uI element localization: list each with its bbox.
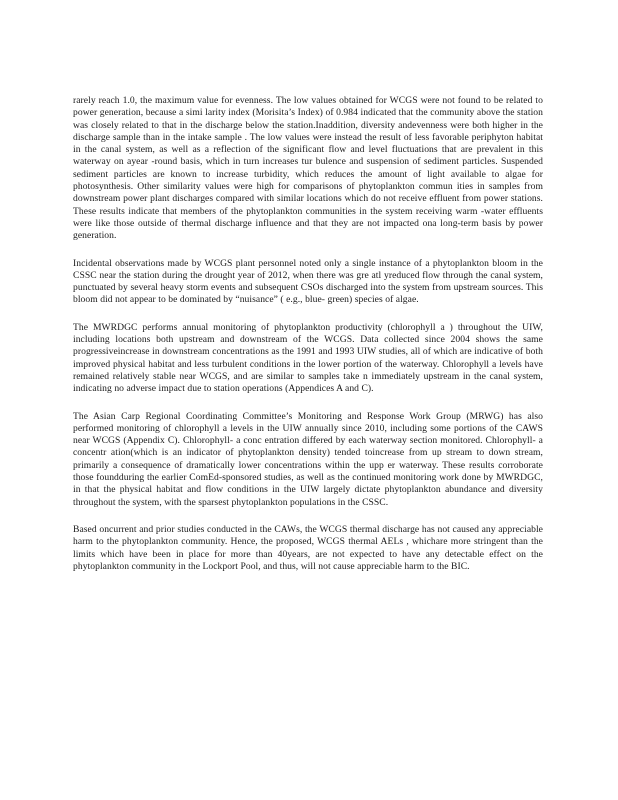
paragraph-conclusion: Based oncurrent and prior studies conducted in the CAWs, the WCGS thermal discharge has not caused any appreciable harm to the phytoplankton community. Hence, the proposed, WCGS thermal AELs , whichare more stringent than the limits which have been in place for more than 40years, are not expected to have any detectable effect on the phytoplankton community in the Lockport Pool, and thus, will not cause appreciable harm to the BIC. [73,523,543,572]
paragraph-incidental-observations: Incidental observations made by WCGS plant personnel noted only a single instance of a phytoplankton bloom in the CSSC near the station during the drought year of 2012, when there was gre atl yreduced flow through the canal system, punctuated by several heavy storm events and subsequent CSOs discharged into the system from upstream sources. This bloom did not appear to be dominated by “nuisance” ( e.g., blue- green) species of algae. [73,257,543,306]
paragraph-asian-carp-committee: The Asian Carp Regional Coordinating Committee’s Monitoring and Response Work Group (MRWG) has also performed monitoring of chlorophyll a levels in the UIW annually since 2010, including some portions of the CAWS near WCGS (Appendix C). Chlorophyll- a conc entration differed by each waterway section monitored. Chlorophyll- a concentr ation(which is an indicator of phytoplankton density) tended toincrease from up stream to down stream, primarily a consequence of dramatically lower concentrations within the upp er waterway. These results corroborate those foundduring the earlier ComEd-sponsored studies, as well as the continued monitoring work done by MWRDGC, in that the physical habitat and flow conditions in the UIW largely dictate phytoplankton abundance and diversity throughout the system, with the sparsest phytoplankton populations in the CSSC. [73,410,543,508]
paragraph-evenness-similarity: rarely reach 1.0, the maximum value for evenness. The low values obtained for WCGS were not found to be related to power generation, because a simi larity index (Morisita’s Index) of 0.984 indicated that the community above the station was closely related to that in the discharge below the station.Inaddition, diversity andevenness were both higher in the discharge sample than in the intake sample . The low values were instead the result of less favorable periphyton habitat in the canal system, as well as a reflection of the significant flow and level fluctuations that are prevalent in this waterway on ayear -round basis, which in turn increases tur bulence and suspension of sediment particles. Suspended sediment particles are known to increase turbidity, which reduces the amount of light available to algae for photosynthesis. Other similarity values were high for comparisons of phytoplankton commun ities in samples from downstream power plant discharges compared with similar locations which do not receive effluent from power stations. These results indicate that members of the phytoplankton communities in the system receiving warm -water effluents were like those outside of thermal discharge influence and that they are not impacted ona long-term basis by power generation. [73,95,543,242]
paragraph-mwrdgc-monitoring: The MWRDGC performs annual monitoring of phytoplankton productivity (chlorophyll a ) throughout the UIW, including locations both upstream and downstream of the WCGS. Data collected since 2004 shows the same progressiveincrease in downstream concentrations as the 1991 and 1993 UIW studies, all of which are indicative of both improved physical habitat and less turbulent conditions in the lower portion of the waterway. Chlorophyll a levels have remained relatively stable near WCGS, and are similar to samples take n immediately upstream in the canal system, indicating no adverse impact due to station operations (Appendices A and C). [73,321,543,395]
document-page [73,95,543,573]
